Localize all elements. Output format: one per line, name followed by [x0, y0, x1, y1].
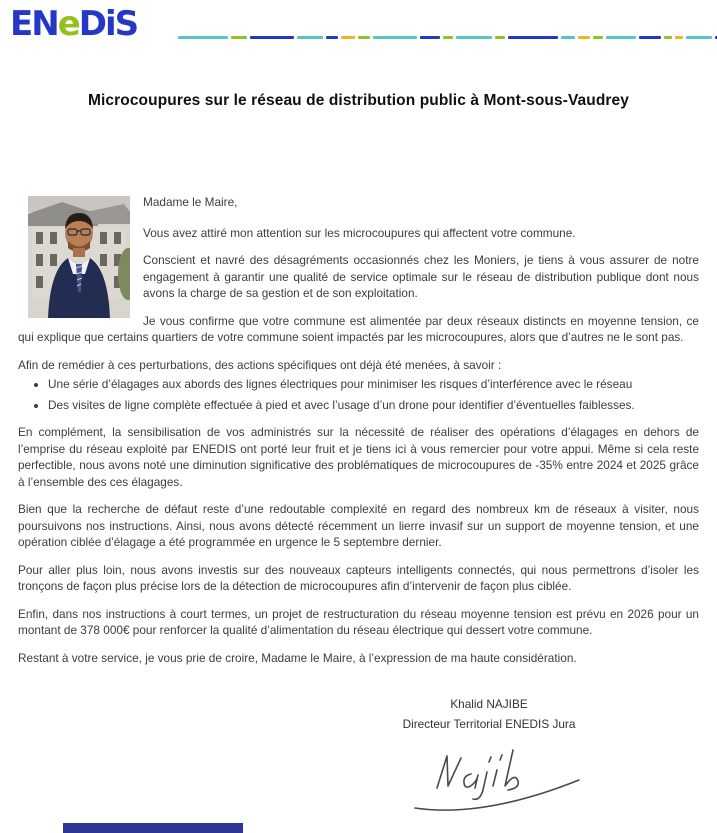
letter-body — [18, 194, 699, 814]
paragraph-2: Conscient et navré des désagréments occasionnés chez les Moniers, je tiens à vous assurer de notre engagement à garantir une qualité de service optimale sur le réseau de distribution publique dont nous avons la charge de sa gestion et de son exploitation. — [143, 253, 699, 300]
actions-list-item-1: • Une série d’élagages aux abords des lignes électriques pour minimiser les risques d’interférence avec le réseau — [48, 376, 699, 393]
enedis-logo-part1: EN — [10, 4, 58, 44]
paragraph-4: En complément, la sensibilisation de vos administrés sur la nécessité de réaliser des opérations d’élagages en dehors de l’emprise du réseau exploité par ENEDIS ont porté leur fruit et je tiens ici à vous remercier pour votre appui. Même si cela reste perfectible, nous avons noté une diminution significative des problématiques de microcoupures de -35% entre 2024 et 2025 grâce à l’ensemble des ces élagages. — [18, 425, 699, 489]
director-photo-image — [28, 196, 130, 318]
signatory-title: Directeur Territorial ENEDIS Jura — [402, 717, 576, 731]
letter-header — [0, 0, 717, 52]
actions-list — [18, 376, 699, 413]
paragraph-6: Pour aller plus loin, nous avons investis sur des nouveaux capteurs intelligents connectés, qui nous permettrons d’isoler les tronçons de façon plus précise lors de la détection de microcoupures afin d’intervenir de façon plus ciblée. — [18, 562, 699, 593]
brand-divider — [178, 36, 717, 39]
enedis-logo-part3: DiS — [78, 4, 138, 44]
signature-block — [339, 694, 639, 814]
salutation: Madame le Maire, — [143, 195, 238, 209]
paragraph-3: Je vous confirme que votre commune est alimentée par deux réseaux distincts en moyenne tension, ce qui explique que certains quartiers de votre commune soient impactés par les microcoupures, alors que d’autres ne le sont pas. — [18, 313, 699, 344]
actions-list-item-2: • Des visites de ligne complète effectuée à pied et avec l’usage d’un drone pour identifier d’éventuelles faiblesses. — [48, 397, 699, 414]
footer-bar — [63, 823, 243, 833]
signatory-name: Khalid NAJIBE — [450, 697, 528, 711]
director-photo — [28, 196, 130, 318]
paragraph-5: Bien que la recherche de défaut reste d’une redoutable complexité en regard des nombreux km de réseaux à visiter, nous poursuivons nos instructions. Ainsi, nous avons détecté récemment un lierre invasif sur un support de moyenne tension, et une opération ciblée d’élagage a été programmée en urgence le 5 septembre dernier. — [18, 502, 699, 549]
bullet-intro: Afin de remédier à ces perturbations, des actions spécifiques ont déjà été menées, à savoir : — [18, 357, 502, 372]
closing-paragraph: Restant à votre service, je vous prie de croire, Madame le Maire, à l’expression de ma haute considération. — [18, 650, 577, 665]
enedis-logo — [10, 4, 137, 44]
enedis-logo-part2: e — [57, 4, 79, 44]
letter-title: Microcoupures sur le réseau de distribution public à Mont-sous-Vaudrey — [88, 92, 629, 109]
handwritten-signature — [409, 736, 619, 814]
paragraph-1: Vous avez attiré mon attention sur les microcoupures qui affectent votre commune. — [143, 225, 576, 240]
paragraph-7: Enfin, dans nos instructions à court termes, un projet de restructuration du réseau moyenne tension est prévu en 2026 pour un montant de 378 000€ pour renforcer la qualité d’alimentation du réseau électrique qui dessert votre commune. — [18, 606, 699, 637]
